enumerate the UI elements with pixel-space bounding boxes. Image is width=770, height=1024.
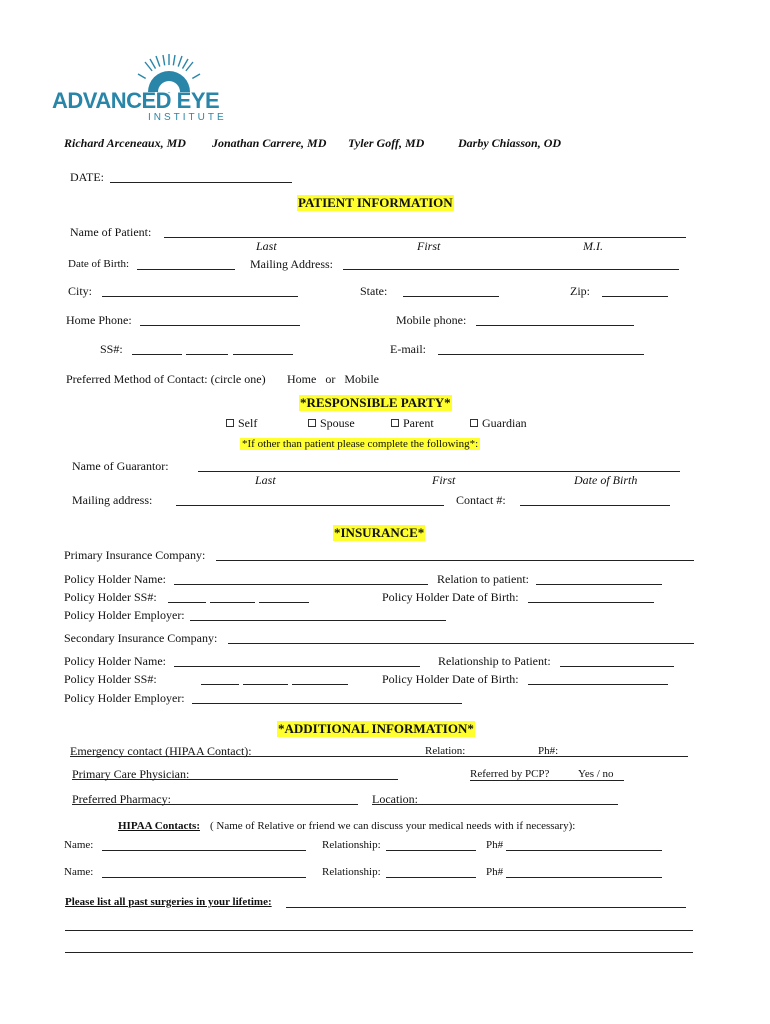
home-phone-field[interactable] xyxy=(140,325,300,326)
emergency-contact-field[interactable] xyxy=(70,756,688,757)
guarantor-contact-field[interactable] xyxy=(520,505,670,506)
s-employer-field[interactable] xyxy=(192,703,462,704)
hipaa-name-label: Name: xyxy=(64,866,94,878)
option-label: Guardian xyxy=(482,416,527,430)
hipaa-description: ( Name of Relative or friend we can discuss your medical needs with if necessary): xyxy=(210,820,576,832)
s-ss-field-3[interactable] xyxy=(292,684,348,685)
patient-name-field[interactable] xyxy=(164,237,686,238)
p-ss-field-3[interactable] xyxy=(259,602,309,603)
guarantor-mailing-label: Mailing address: xyxy=(72,493,153,507)
hipaa-ph-label: Ph# xyxy=(486,839,504,851)
checkbox-icon xyxy=(470,419,478,427)
dob-label: Date of Birth: xyxy=(68,258,130,270)
city-field[interactable] xyxy=(102,296,298,297)
date-label: DATE: xyxy=(70,170,104,184)
option-spouse[interactable] xyxy=(308,416,355,431)
option-label: Self xyxy=(238,416,258,430)
emergency-ph-label: Ph#: xyxy=(538,745,559,757)
option-label: Parent xyxy=(403,416,434,430)
mobile-phone-label: Mobile phone: xyxy=(396,313,467,327)
p-ss-label: Policy Holder SS#: xyxy=(64,590,157,604)
mailing-address-field[interactable] xyxy=(343,269,679,270)
home-phone-label: Home Phone: xyxy=(66,313,132,327)
doctor-name: Richard Arceneaux, MD xyxy=(64,136,186,150)
p-relation-label: Relation to patient: xyxy=(437,572,529,586)
guarantor-contact-label: Contact #: xyxy=(456,493,506,507)
additional-section-heading: *ADDITIONAL INFORMATION* xyxy=(278,721,474,736)
pcp-field[interactable] xyxy=(72,779,398,780)
state-field[interactable] xyxy=(403,296,499,297)
guarantor-field[interactable] xyxy=(198,471,680,472)
ss-label: SS#: xyxy=(100,342,123,356)
surgeries-field-2[interactable] xyxy=(65,930,693,931)
ss-field-3[interactable] xyxy=(233,354,293,355)
s-relation-field[interactable] xyxy=(560,666,674,667)
emergency-contact-label: Emergency contact (HIPAA Contact): xyxy=(70,744,252,758)
hipaa-ph-field[interactable] xyxy=(506,850,662,851)
p-relation-field[interactable] xyxy=(536,584,662,585)
sub-label-first: First xyxy=(417,239,441,253)
guarantor-label: Name of Guarantor: xyxy=(72,459,169,473)
s-ss-field-2[interactable] xyxy=(243,684,288,685)
pharmacy-field[interactable] xyxy=(72,804,358,805)
responsible-note: *If other than patient please complete the following*: xyxy=(242,438,479,450)
checkbox-icon xyxy=(308,419,316,427)
s-holder-name-label: Policy Holder Name: xyxy=(64,654,166,668)
secondary-insurance-label: Secondary Insurance Company: xyxy=(64,631,218,645)
logo xyxy=(52,52,227,124)
zip-label: Zip: xyxy=(570,284,590,298)
sub-label-mi: M.I. xyxy=(583,239,603,253)
secondary-insurance-field[interactable] xyxy=(228,643,694,644)
checkbox-icon xyxy=(226,419,234,427)
mailing-address-label: Mailing Address: xyxy=(250,257,333,271)
primary-insurance-label: Primary Insurance Company: xyxy=(64,548,206,562)
referred-yes-no[interactable]: Yes / no xyxy=(578,768,614,780)
hipaa-relationship-label: Relationship: xyxy=(322,839,381,851)
pharmacy-label: Preferred Pharmacy: xyxy=(72,792,171,806)
p-ss-field-2[interactable] xyxy=(210,602,255,603)
location-label: Location: xyxy=(372,792,418,806)
ss-field-1[interactable] xyxy=(132,354,182,355)
option-parent[interactable] xyxy=(391,416,434,431)
surgeries-field-3[interactable] xyxy=(65,952,693,953)
sub-label-last: Last xyxy=(255,473,276,487)
checkbox-icon xyxy=(391,419,399,427)
responsible-section-heading: *RESPONSIBLE PARTY* xyxy=(300,395,451,410)
hipaa-name-field[interactable] xyxy=(102,877,306,878)
hipaa-relationship-field[interactable] xyxy=(386,850,476,851)
sub-label-first: First xyxy=(432,473,456,487)
p-dob-label: Policy Holder Date of Birth: xyxy=(382,590,519,604)
state-label: State: xyxy=(360,284,388,298)
contact-preference-options[interactable]: Home or Mobile xyxy=(287,372,379,386)
location-field[interactable] xyxy=(372,804,618,805)
s-ss-label: Policy Holder SS#: xyxy=(64,672,157,686)
doctor-name: Jonathan Carrere, MD xyxy=(212,136,327,150)
logo-sub: INSTITUTE xyxy=(148,112,227,123)
s-relation-label: Relationship to Patient: xyxy=(438,654,551,668)
s-dob-field[interactable] xyxy=(528,684,668,685)
sub-label-last: Last xyxy=(256,239,277,253)
hipaa-name-label: Name: xyxy=(64,839,94,851)
doctor-name: Tyler Goff, MD xyxy=(348,136,425,150)
p-holder-name-field[interactable] xyxy=(174,584,428,585)
patient-name-label: Name of Patient: xyxy=(70,225,152,239)
hipaa-title: HIPAA Contacts: xyxy=(118,820,200,832)
p-holder-name-label: Policy Holder Name: xyxy=(64,572,166,586)
referred-label: Referred by PCP? xyxy=(470,768,550,780)
hipaa-ph-label: Ph# xyxy=(486,866,504,878)
p-employer-field[interactable] xyxy=(190,620,446,621)
hipaa-relationship-field[interactable] xyxy=(386,877,476,878)
option-guardian[interactable] xyxy=(470,416,527,431)
hipaa-relationship-label: Relationship: xyxy=(322,866,381,878)
dob-field[interactable] xyxy=(137,269,235,270)
s-dob-label: Policy Holder Date of Birth: xyxy=(382,672,519,686)
contact-preference-label: Preferred Method of Contact: (circle one) xyxy=(66,372,266,386)
p-dob-field[interactable] xyxy=(528,602,654,603)
pcp-label: Primary Care Physician: xyxy=(72,767,190,781)
p-employer-label: Policy Holder Employer: xyxy=(64,608,185,622)
zip-field[interactable] xyxy=(602,296,668,297)
surgeries-field-1[interactable] xyxy=(286,907,686,908)
guarantor-mailing-field[interactable] xyxy=(176,505,444,506)
emergency-relation-label: Relation: xyxy=(425,745,466,757)
s-employer-label: Policy Holder Employer: xyxy=(64,691,185,705)
option-label: Spouse xyxy=(320,416,355,430)
sub-label-dob: Date of Birth xyxy=(574,473,638,487)
p-ss-field-1[interactable] xyxy=(168,602,206,603)
email-label: E-mail: xyxy=(390,342,426,356)
date-field[interactable] xyxy=(110,182,292,183)
hipaa-name-field[interactable] xyxy=(102,850,306,851)
insurance-section-heading: *INSURANCE* xyxy=(334,525,425,540)
primary-insurance-field[interactable] xyxy=(216,560,694,561)
doctor-name: Darby Chiasson, OD xyxy=(458,136,562,150)
referred-field[interactable] xyxy=(470,780,624,781)
s-holder-name-field[interactable] xyxy=(174,666,420,667)
surgeries-label: Please list all past surgeries in your lifetime: xyxy=(65,896,272,908)
city-label: City: xyxy=(68,284,93,298)
email-field[interactable] xyxy=(438,354,644,355)
s-ss-field-1[interactable] xyxy=(201,684,239,685)
option-self[interactable] xyxy=(226,416,257,431)
patient-section-heading: PATIENT INFORMATION xyxy=(298,195,453,210)
mobile-phone-field[interactable] xyxy=(476,325,634,326)
ss-field-2[interactable] xyxy=(186,354,228,355)
hipaa-ph-field[interactable] xyxy=(506,877,662,878)
logo-name: ADVANCED EYE xyxy=(52,88,220,113)
